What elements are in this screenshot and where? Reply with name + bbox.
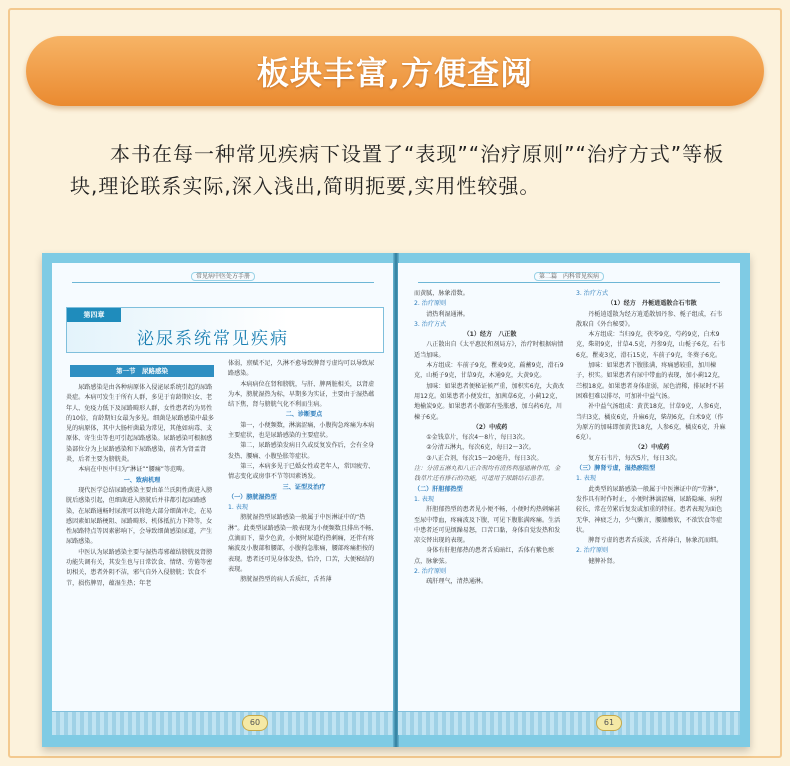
paragraph: 第三，本病多见于已婚女性或老年人，常因疲劳、情志变化或房事不节等因素诱发。 (228, 462, 375, 481)
paragraph: 复方石韦片，每次5片，每日3次。 (588, 454, 682, 462)
paragraph: 本病病位在肾和膀胱，与肝、脾两脏相关，以肾虚为本，膀胱湿热为标，早期多为实证，主要由于湿热蕴结下焦，肾与膀胱气化不利而生病。 (228, 380, 375, 409)
paragraph: ②分清五淋丸，每次6克，每日2～3次。 (426, 444, 535, 452)
paragraph: 膀胱湿热型的病人舌质红，舌苔薄 (240, 576, 332, 584)
paragraph: 体弱，禀赋不足，久淋不愈导致脾肾亏虚均可以导致尿路感染。 (228, 360, 375, 378)
subheading: 1. 表现 (576, 475, 596, 483)
subheading: 2. 治疗原则 (414, 568, 447, 576)
left-page-number: 60 (242, 715, 268, 731)
paragraph: 加味：如果患者便秘证候严重，加枳实6克，大黄改用12克。如果患者小便发红，加茜草6克，小蓟12克，地榆炭9克。如果患者小腹部有坠胀感，加乌药6克，川楝子6克。 (414, 382, 565, 421)
paragraph: 丹栀逍遥散为经方逍遥散加丹参、栀子组成，石韦散取自《外台秘要》。 (576, 310, 723, 328)
subheading: 1. 表现 (414, 495, 434, 503)
paragraph: 现代医学总结尿路感染主要由革兰氏阴性菌进入膀胱后感染引起，但细菌进入膀胱后并非都引起尿路感染，在尿路通畅时尿液可以将绝大部分细菌冲走，在易感因素如尿路梗阻、尿路畸形、机体抵抗力下降等，女性尿路特点等因素影响下，会导致细菌感染尿道，产生尿路感染。 (66, 486, 213, 546)
paragraph: 第二，尿路感染发病日久或反复发作后，会有全身发热、腰痛、小腹坠胀等症状。 (228, 442, 375, 460)
subheading: 三、证型及治疗 (282, 483, 326, 491)
paragraph: 肝胆郁热型的患者见小便不畅，小便时灼热刺痛甚至尿中带血，疼痛波及下腹，可见下腹胀满疼痛。生活中患者还可见烦躁易怒，口苦口黏，身体自觉发热和发凉交替出现的表现。 (414, 506, 561, 545)
section-heading: 第一节 尿路感染 (70, 365, 214, 377)
intro-text (70, 138, 730, 202)
book-spread (42, 253, 750, 747)
subheading: 3. 治疗方式 (576, 290, 609, 297)
subheading: （三）脾肾亏虚，湿热瘀阻型 (576, 465, 656, 473)
left-column-2 (228, 359, 380, 709)
right-header-text: 第二篇 内科常见疾病 (534, 272, 604, 281)
right-page-footer (398, 711, 740, 735)
chapter-heading (66, 307, 384, 353)
paragraph: 第一，小便频数，淋漓涩痛，小腹拘急疼痛为本病主要症状，也是尿路感染的主要症状。 (228, 421, 375, 440)
banner-title: 板块丰富,方便查阅 (256, 54, 534, 92)
right-page (398, 263, 740, 735)
paragraph: 中医认为尿路感染主要与湿热毒邪蕴结膀胱及肾膀功能失调有关，其发生也与日常饮食、情绪、劳倦等密切相关，患者外阴不洁，邪气自外入侵膀胱；饮食不节，损伤脾胃，蕴湿生热；年老 (66, 548, 213, 587)
paragraph: 疏肝理气，清热通淋。 (426, 578, 488, 586)
paragraph: 补中益气汤组成：黄芪18克，甘草9克，人参6克，当归3克，橘皮6克，升麻6克，柴胡6克，白术9克（作为原方的加味即加黄芪18克，人参6克，橘皮6克，升麻6克）。 (576, 403, 726, 442)
title-banner (26, 36, 764, 106)
subheading: 二、诊断要点 (285, 411, 323, 419)
subheading: 2. 治疗原则 (414, 300, 447, 308)
left-header-text: 常见病中医处方手册 (191, 272, 255, 281)
right-page-number: 61 (596, 715, 622, 731)
subheading: 2. 治疗原则 (576, 547, 609, 555)
paragraph: 本病在中医中归为“淋证”“腰痛”等范畴。 (78, 466, 189, 474)
intro-paragraph: 本书在每一种常见疾病下设置了“表现”“治疗原则”“治疗方式”等板块,理论联系实际,深入浅出,简明扼要,实用性较强。 (70, 142, 725, 198)
paragraph: 膀胱湿热型尿路感染一般属于中医淋证中的“热淋”。此类型尿路感染一般表现为小便频数且排出不畅、点滴而下，量少色黄，小便时尿道灼热刺痛，还伴有疼痛波及小腹部和腰部，小腹拘急胀痛，腰部疼痛拒按的表现。患者还可见身体发热，恰冷，口苦，大便秘结的表现。 (228, 514, 378, 573)
paragraph: 而黄腻，脉象滑数。 (414, 290, 469, 297)
subheading: （1）经方 八正散 (463, 331, 517, 339)
paragraph: 清热利湿通淋。 (426, 310, 469, 318)
left-running-header (72, 273, 374, 283)
paragraph: ①金钱草片，每次4～8片，每日3次。 (426, 434, 529, 442)
paragraph: ③八正合剂，每次15～20毫升，每日3次。 (426, 454, 543, 462)
left-page-footer (52, 711, 394, 735)
subheading: 一、致病机理 (123, 476, 161, 484)
paragraph: 尿路感染是由各种病原体入侵泌尿系统引起的尿路炎症。本病可发生于所有人群，多见于育龄期妇女、老年人、免疫力低下及尿路畸形人群，女性患者约为男性的10倍，育龄期妇女最为多见。细菌是尿路感染中最多见的病原体，其中大肠杆菌最为常见，其他如病毒、支原体、寄生虫等也可引起尿路感染。尿路感染可根据感染部位分为上尿路感染和下尿路感染，前者为肾盂肾炎，后者主要为膀胱炎。 (66, 384, 214, 464)
right-column-1 (414, 289, 566, 709)
paragraph: 身体有肝胆郁热的患者舌质暗红，舌体有紫色瘀点，脉象弦。 (414, 547, 555, 565)
paragraph: 本方组成：当归9克，茯苓9克，芍药9克，白术9克，柴胡9克，甘草4.5克，丹参9克，山栀子6克，石韦6克，瞿麦3克，滑石15克，车前子9克，冬葵子6克。 (576, 331, 726, 359)
paragraph: 脾肾亏虚的患者舌质淡，舌苔薄白，脉象沉而细。 (588, 537, 723, 545)
right-running-header (418, 273, 720, 283)
subheading: 1. 表现 (228, 504, 248, 512)
subheading: 3. 治疗方式 (414, 320, 447, 328)
paragraph: 八正散出自《太平惠民和剂局方》，治疗时根据病情适当加味。 (414, 341, 564, 359)
subheading: （一）膀胱湿热型 (228, 493, 277, 501)
left-page (52, 263, 394, 735)
subheading: （2）中成药 (472, 423, 508, 431)
paragraph: 此类型的尿路感染一般属于中医淋证中的“劳淋”，发作具有时作时止，小便时淋漓涩痛，尿路隐痛、病程较长，常在劳累后复发或加重的特征。患者表现为面色无华、神疲乏力，少气懒言，腰膝酸软，不欲饮食等症状。 (576, 485, 723, 534)
subheading: （2）中成药 (634, 444, 670, 452)
paragraph: 健脾补肾。 (588, 557, 619, 565)
left-column-1 (66, 359, 218, 709)
subheading: （二）肝胆郁热型 (414, 485, 463, 493)
note: 注：分清五淋丸和八正合剂均有清热利湿通淋作用，金钱草片还有排石的功能，可适用于尿路结石患者。 (414, 465, 561, 483)
chapter-tag: 第四章 (67, 308, 121, 322)
chapter-title: 泌尿系统常见疾病 (137, 329, 289, 349)
subheading: （1）经方 丹栀逍遥散合石韦散 (607, 300, 697, 308)
paragraph: 本方组成：车前子9克，瞿麦9克，萹蓄9克，滑石9克，山栀子9克，甘草9克，木通9克，大黄9克。 (414, 362, 564, 380)
right-column-2 (576, 289, 728, 709)
paragraph: 加味：如果患者下腹胀满，疼痛感较重，加川楝子，枳实。如果患者有尿中带血的表现，加小蓟12克，苎根18克。如果患者身体虚弱，尿色清稀，排尿时不甚困难但难以排尽，可加补中益气汤。 (576, 362, 724, 400)
